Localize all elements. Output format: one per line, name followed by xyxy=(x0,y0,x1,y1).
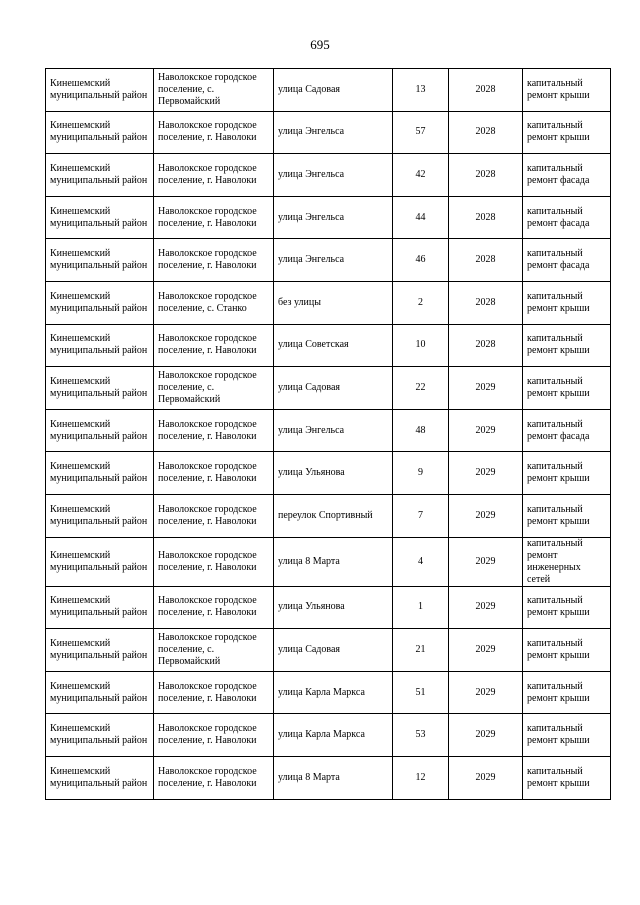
district-cell: Кинешемский муниципальный район xyxy=(46,196,154,239)
table-row xyxy=(46,586,611,629)
settlement-cell: Наволокское городское поселение, г. Наволоки xyxy=(154,196,274,239)
work-type-cell: капитальный ремонт крыши xyxy=(523,756,611,799)
street-cell: улица Ульянова xyxy=(274,586,393,629)
work-type-cell: капитальный ремонт крыши xyxy=(523,671,611,714)
year-cell: 2028 xyxy=(449,111,523,154)
district-cell: Кинешемский муниципальный район xyxy=(46,239,154,282)
table-row xyxy=(46,239,611,282)
year-cell: 2029 xyxy=(449,367,523,410)
year-cell: 2029 xyxy=(449,586,523,629)
table-row xyxy=(46,494,611,537)
year-cell: 2029 xyxy=(449,537,523,586)
house-number-cell: 1 xyxy=(393,586,449,629)
house-number-cell: 4 xyxy=(393,537,449,586)
work-type-cell: капитальный ремонт крыши xyxy=(523,324,611,367)
district-cell: Кинешемский муниципальный район xyxy=(46,367,154,410)
work-type-cell: капитальный ремонт крыши xyxy=(523,281,611,324)
settlement-cell: Наволокское городское поселение, г. Наволоки xyxy=(154,239,274,282)
table-row xyxy=(46,69,611,112)
settlement-cell: Наволокское городское поселение, г. Наволоки xyxy=(154,494,274,537)
street-cell: улица Энгельса xyxy=(274,154,393,197)
year-cell: 2028 xyxy=(449,154,523,197)
district-cell: Кинешемский муниципальный район xyxy=(46,494,154,537)
street-cell: без улицы xyxy=(274,281,393,324)
settlement-cell: Наволокское городское поселение, г. Наволоки xyxy=(154,452,274,495)
street-cell: улица Карла Маркса xyxy=(274,671,393,714)
settlement-cell: Наволокское городское поселение, г. Наволоки xyxy=(154,409,274,452)
work-type-cell: капитальный ремонт фасада xyxy=(523,196,611,239)
house-number-cell: 44 xyxy=(393,196,449,239)
district-cell: Кинешемский муниципальный район xyxy=(46,154,154,197)
table-row xyxy=(46,196,611,239)
street-cell: улица Ульянова xyxy=(274,452,393,495)
work-type-cell: капитальный ремонт крыши xyxy=(523,629,611,672)
settlement-cell: Наволокское городское поселение, г. Наволоки xyxy=(154,537,274,586)
year-cell: 2029 xyxy=(449,756,523,799)
house-number-cell: 9 xyxy=(393,452,449,495)
work-type-cell: капитальный ремонт крыши xyxy=(523,494,611,537)
house-number-cell: 53 xyxy=(393,714,449,757)
settlement-cell: Наволокское городское поселение, с. Первомайский xyxy=(154,69,274,112)
street-cell: улица Садовая xyxy=(274,629,393,672)
street-cell: улица Советская xyxy=(274,324,393,367)
district-cell: Кинешемский муниципальный район xyxy=(46,537,154,586)
table-row xyxy=(46,154,611,197)
year-cell: 2028 xyxy=(449,239,523,282)
table-row xyxy=(46,367,611,410)
settlement-cell: Наволокское городское поселение, г. Наволоки xyxy=(154,154,274,197)
street-cell: улица 8 Марта xyxy=(274,537,393,586)
street-cell: улица Энгельса xyxy=(274,111,393,154)
work-type-cell: капитальный ремонт крыши xyxy=(523,714,611,757)
house-number-cell: 2 xyxy=(393,281,449,324)
year-cell: 2029 xyxy=(449,452,523,495)
table-row xyxy=(46,281,611,324)
work-type-cell: капитальный ремонт крыши xyxy=(523,69,611,112)
street-cell: улица Энгельса xyxy=(274,239,393,282)
work-type-cell: капитальный ремонт крыши xyxy=(523,452,611,495)
house-number-cell: 48 xyxy=(393,409,449,452)
work-type-cell: капитальный ремонт крыши xyxy=(523,111,611,154)
work-type-cell: капитальный ремонт крыши xyxy=(523,367,611,410)
house-number-cell: 42 xyxy=(393,154,449,197)
year-cell: 2028 xyxy=(449,69,523,112)
table-row xyxy=(46,671,611,714)
work-type-cell: капитальный ремонт инженерных сетей xyxy=(523,537,611,586)
settlement-cell: Наволокское городское поселение, с. Первомайский xyxy=(154,367,274,410)
table-row xyxy=(46,324,611,367)
settlement-cell: Наволокское городское поселение, с. Первомайский xyxy=(154,629,274,672)
district-cell: Кинешемский муниципальный район xyxy=(46,69,154,112)
settlement-cell: Наволокское городское поселение, г. Наволоки xyxy=(154,756,274,799)
street-cell: улица 8 Марта xyxy=(274,756,393,799)
house-number-cell: 51 xyxy=(393,671,449,714)
table-row xyxy=(46,537,611,586)
street-cell: улица Карла Маркса xyxy=(274,714,393,757)
registry-table xyxy=(45,68,611,800)
year-cell: 2029 xyxy=(449,494,523,537)
district-cell: Кинешемский муниципальный район xyxy=(46,714,154,757)
year-cell: 2028 xyxy=(449,324,523,367)
district-cell: Кинешемский муниципальный район xyxy=(46,671,154,714)
street-cell: улица Энгельса xyxy=(274,409,393,452)
settlement-cell: Наволокское городское поселение, г. Наволоки xyxy=(154,111,274,154)
settlement-cell: Наволокское городское поселение, г. Наволоки xyxy=(154,671,274,714)
street-cell: улица Садовая xyxy=(274,367,393,410)
year-cell: 2029 xyxy=(449,714,523,757)
district-cell: Кинешемский муниципальный район xyxy=(46,111,154,154)
settlement-cell: Наволокское городское поселение, г. Наволоки xyxy=(154,714,274,757)
registry-table-body xyxy=(46,69,611,800)
district-cell: Кинешемский муниципальный район xyxy=(46,756,154,799)
district-cell: Кинешемский муниципальный район xyxy=(46,452,154,495)
work-type-cell: капитальный ремонт крыши xyxy=(523,586,611,629)
year-cell: 2028 xyxy=(449,281,523,324)
table-row xyxy=(46,629,611,672)
street-cell: улица Энгельса xyxy=(274,196,393,239)
table-row xyxy=(46,756,611,799)
district-cell: Кинешемский муниципальный район xyxy=(46,281,154,324)
table-row xyxy=(46,111,611,154)
year-cell: 2029 xyxy=(449,671,523,714)
house-number-cell: 10 xyxy=(393,324,449,367)
year-cell: 2029 xyxy=(449,629,523,672)
settlement-cell: Наволокское городское поселение, г. Наволоки xyxy=(154,586,274,629)
district-cell: Кинешемский муниципальный район xyxy=(46,324,154,367)
house-number-cell: 12 xyxy=(393,756,449,799)
work-type-cell: капитальный ремонт фасада xyxy=(523,154,611,197)
house-number-cell: 57 xyxy=(393,111,449,154)
house-number-cell: 13 xyxy=(393,69,449,112)
street-cell: переулок Спортивный xyxy=(274,494,393,537)
house-number-cell: 7 xyxy=(393,494,449,537)
district-cell: Кинешемский муниципальный район xyxy=(46,409,154,452)
page-number: 695 xyxy=(310,37,330,52)
settlement-cell: Наволокское городское поселение, г. Наволоки xyxy=(154,324,274,367)
house-number-cell: 21 xyxy=(393,629,449,672)
district-cell: Кинешемский муниципальный район xyxy=(46,629,154,672)
table-row xyxy=(46,452,611,495)
year-cell: 2029 xyxy=(449,409,523,452)
table-row xyxy=(46,714,611,757)
house-number-cell: 46 xyxy=(393,239,449,282)
work-type-cell: капитальный ремонт фасада xyxy=(523,239,611,282)
street-cell: улица Садовая xyxy=(274,69,393,112)
settlement-cell: Наволокское городское поселение, с. Станко xyxy=(154,281,274,324)
year-cell: 2028 xyxy=(449,196,523,239)
table-row xyxy=(46,409,611,452)
district-cell: Кинешемский муниципальный район xyxy=(46,586,154,629)
work-type-cell: капитальный ремонт фасада xyxy=(523,409,611,452)
house-number-cell: 22 xyxy=(393,367,449,410)
